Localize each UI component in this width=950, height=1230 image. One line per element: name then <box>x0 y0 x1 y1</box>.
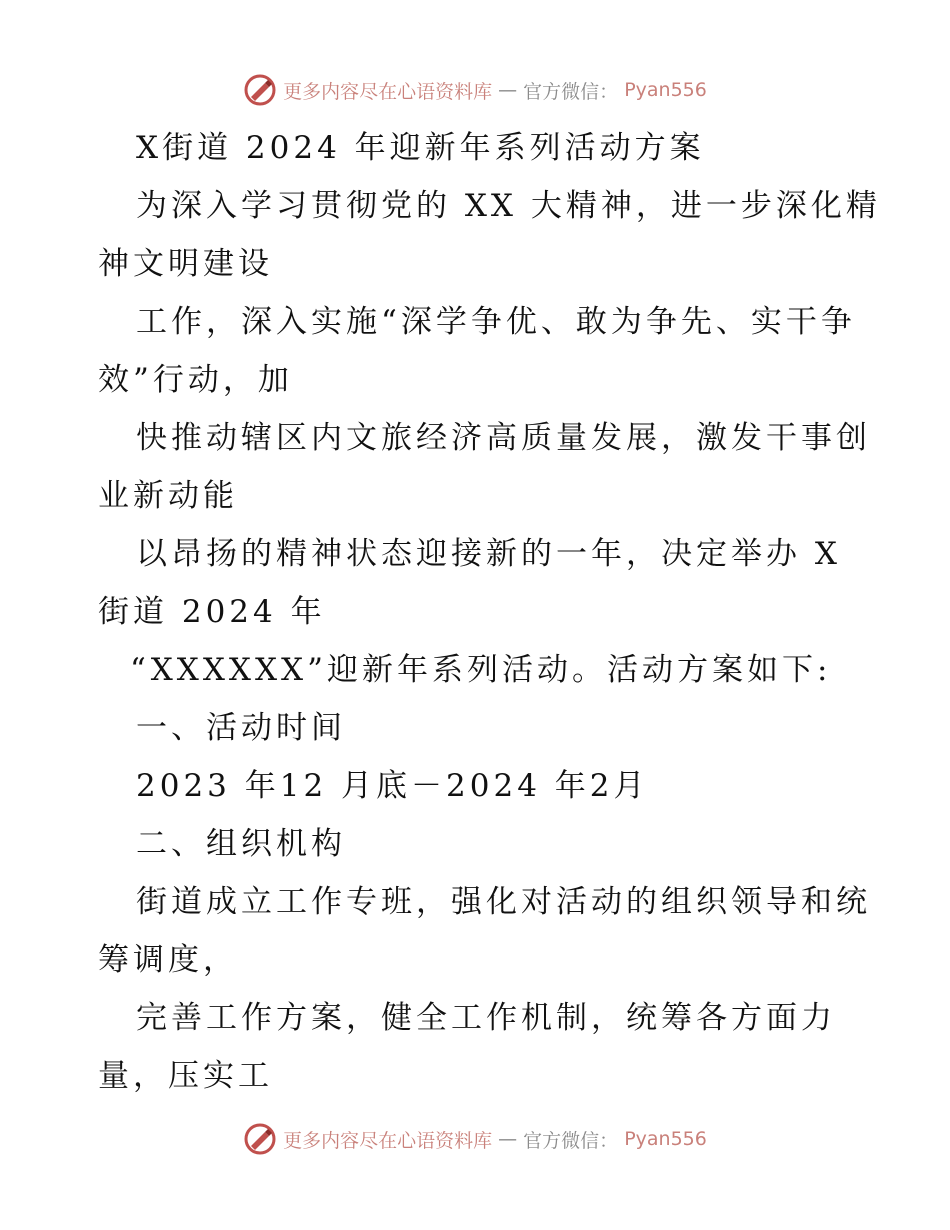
paragraph-line: 街道 2024 年 <box>98 594 326 630</box>
section-heading: 一、活动时间 <box>136 710 346 746</box>
paragraph-line: 快推动辖区内文旅经济高质量发展，激发干事创 <box>136 420 871 456</box>
paragraph-line: 完善工作方案，健全工作机制，统筹各方面力 <box>136 1000 836 1036</box>
paragraph-line: 2023 年12 月底－2024 年2月 <box>136 768 649 804</box>
document-title: X街道 2024 年迎新年系列活动方案 <box>136 130 705 166</box>
paragraph-line: 量，压实工 <box>98 1058 273 1094</box>
paragraph-line: “XXXXXX”迎新年系列活动。活动方案如下: <box>130 652 832 688</box>
paragraph-line: 工作，深入实施“深学争优、敢为争先、实干争 <box>136 304 856 340</box>
section-heading: 二、组织机构 <box>136 826 346 862</box>
watermark-main-text: 更多内容尽在心语资料库 <box>283 80 493 103</box>
paragraph-line: 为深入学习贯彻党的 XX 大精神，进一步深化精 <box>136 188 881 224</box>
pen-logo-icon <box>243 73 277 107</box>
paragraph-line: 效”行动，加 <box>98 362 293 398</box>
watermark-header <box>0 70 950 110</box>
watermark-wechat-id: Pyan556 <box>624 79 707 101</box>
watermark-separator: — <box>498 79 518 101</box>
watermark-wechat-id: Pyan556 <box>624 1128 707 1150</box>
watermark-wechat-label: 官方微信： <box>523 80 619 103</box>
watermark-wechat-label: 官方微信： <box>523 1129 619 1152</box>
watermark-main-text: 更多内容尽在心语资料库 <box>283 1129 493 1152</box>
paragraph-line: 神文明建设 <box>98 246 273 282</box>
pen-logo-icon <box>243 1122 277 1156</box>
paragraph-line: 街道成立工作专班，强化对活动的组织领导和统 <box>136 884 871 920</box>
paragraph-line: 以昂扬的精神状态迎接新的一年，决定举办 X <box>136 536 841 572</box>
watermark-footer <box>0 1119 950 1159</box>
watermark-separator: — <box>498 1128 518 1150</box>
paragraph-line: 筹调度， <box>98 942 238 978</box>
paragraph-line: 业新动能 <box>98 478 238 514</box>
